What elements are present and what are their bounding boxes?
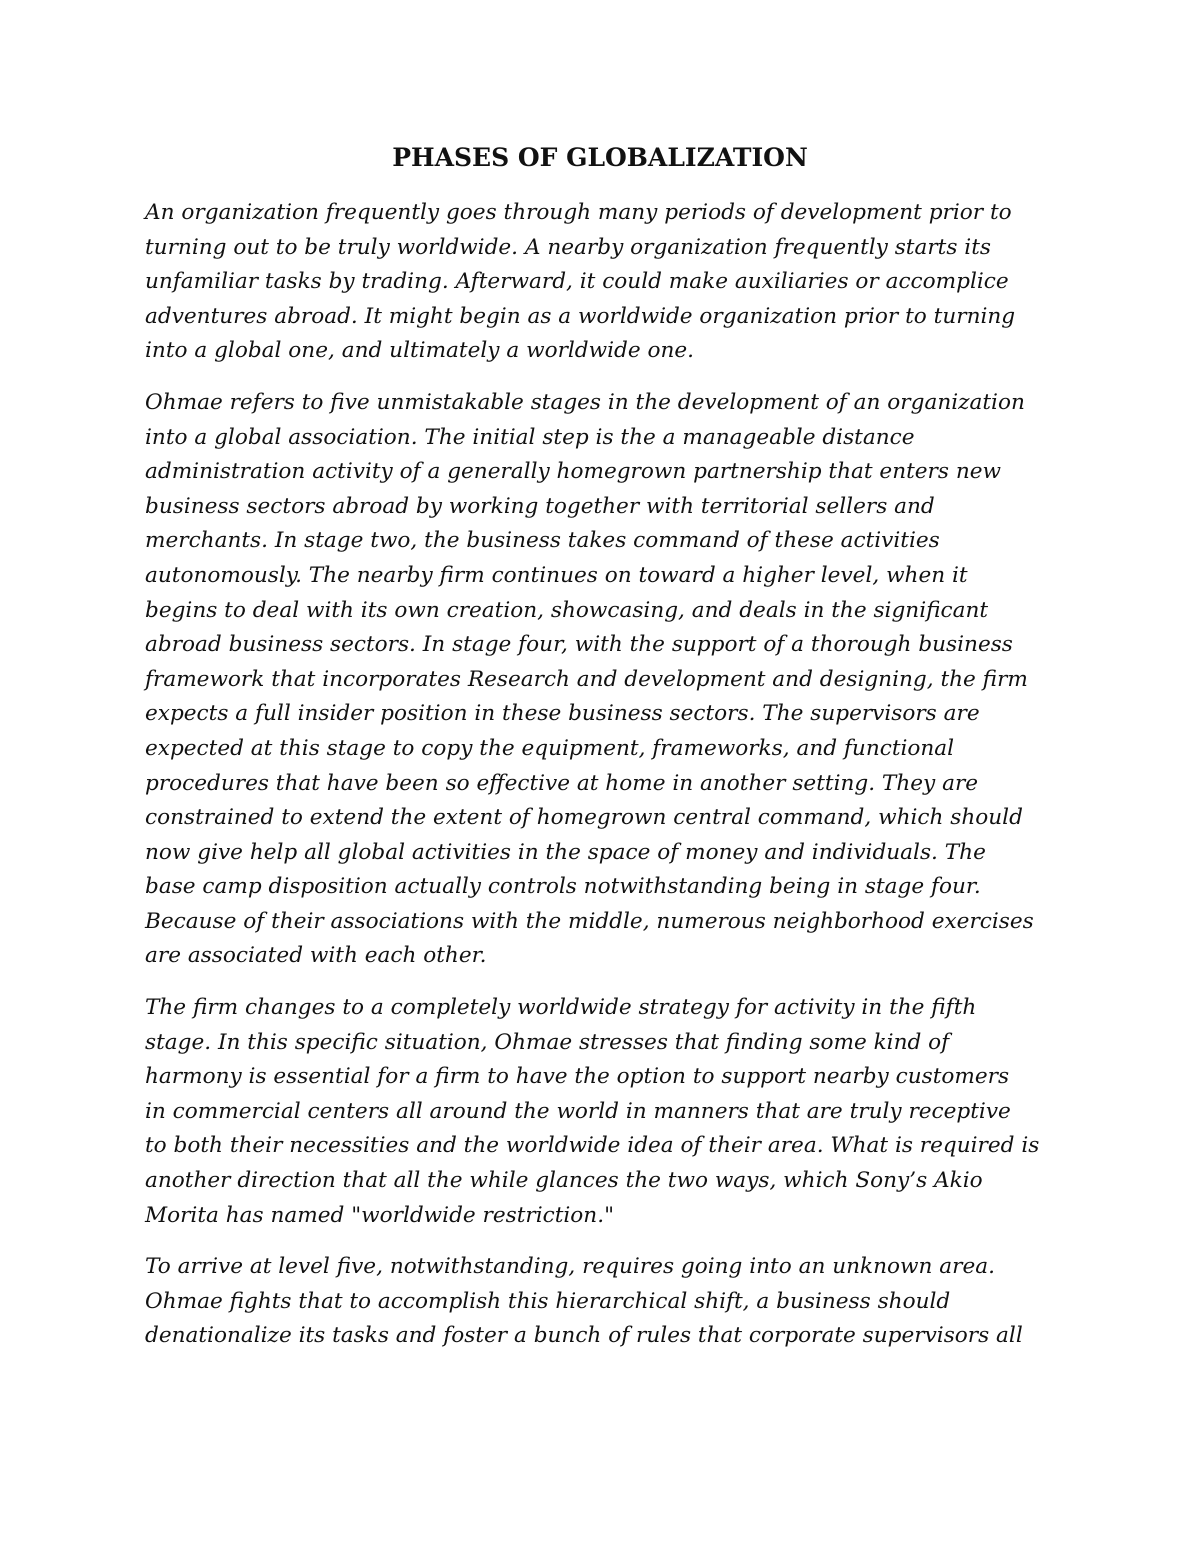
text-line: denationalize its tasks and foster a bunch of rules that corporate supervisors all xyxy=(145,1323,1023,1349)
text-line: Morita has named "worldwide restriction." xyxy=(145,1202,614,1228)
text-line: now give help all global activities in the space of money and individuals. The xyxy=(145,839,986,865)
text-line: constrained to extend the extent of homegrown central command, which should xyxy=(145,805,1023,831)
text-line: another direction that all the while glances the two ways, which Sony’s Akio xyxy=(145,1168,983,1194)
text-line: merchants. In stage two, the business takes command of these activities xyxy=(145,528,940,554)
text-line: autonomously. The nearby firm continues on toward a higher level, when it xyxy=(145,562,968,588)
text-line: The firm changes to a completely worldwide strategy for activity in the fifth xyxy=(145,995,977,1021)
text-line: into a global one, and ultimately a worldwide one. xyxy=(145,338,695,364)
text-line: adventures abroad. It might begin as a worldwide organization prior to turning xyxy=(145,303,1016,329)
text-line: expected at this stage to copy the equipment, frameworks, and functional xyxy=(145,735,955,761)
text-line: are associated with each other. xyxy=(145,943,487,969)
paragraph-3 xyxy=(145,991,1060,1233)
text-line: Because of their associations with the middle, numerous neighborhood exercises xyxy=(145,908,1034,934)
text-line: harmony is essential for a firm to have the option to support nearby customers xyxy=(145,1064,1010,1090)
text-line: Ohmae fights that to accomplish this hierarchical shift, a business should xyxy=(145,1288,951,1314)
paragraph-2 xyxy=(145,386,1060,974)
text-line: expects a full insider position in these business sectors. The supervisors are xyxy=(145,701,980,727)
document-body xyxy=(145,196,1060,1371)
text-line: base camp disposition actually controls notwithstanding being in stage four. xyxy=(145,874,981,900)
text-line: stage. In this specific situation, Ohmae stresses that finding some kind of xyxy=(145,1029,950,1055)
text-line: turning out to be truly worldwide. A nearby organization frequently starts its xyxy=(145,234,991,260)
text-line: procedures that have been so effective at home in another setting. They are xyxy=(145,770,979,796)
document-title: PHASES OF GLOBALIZATION xyxy=(392,143,808,172)
text-line: in commercial centers all around the world in manners that are truly receptive xyxy=(145,1098,1011,1124)
text-line: begins to deal with its own creation, showcasing, and deals in the significant xyxy=(145,597,989,623)
text-line: framework that incorporates Research and development and designing, the firm xyxy=(145,666,1028,692)
text-line: business sectors abroad by working together with territorial sellers and xyxy=(145,493,935,519)
text-line: abroad business sectors. In stage four, with the support of a thorough business xyxy=(145,632,1013,658)
text-line: administration activity of a generally homegrown partnership that enters new xyxy=(145,459,1001,485)
text-line: An organization frequently goes through many periods of development prior to xyxy=(145,200,1012,225)
text-line: Ohmae refers to five unmistakable stages in the development of an organization xyxy=(145,389,1025,415)
paragraph-1 xyxy=(145,196,1060,369)
text-line: unfamiliar tasks by trading. Afterward, it could make auxiliaries or accomplice xyxy=(145,269,1009,295)
text-line: into a global association. The initial step is the a manageable distance xyxy=(145,424,915,450)
text-line: to both their necessities and the worldwide idea of their area. What is required is xyxy=(145,1133,1040,1159)
paragraph-4 xyxy=(145,1250,1060,1354)
text-line: To arrive at level five, notwithstanding, requires going into an unknown area. xyxy=(145,1254,995,1280)
